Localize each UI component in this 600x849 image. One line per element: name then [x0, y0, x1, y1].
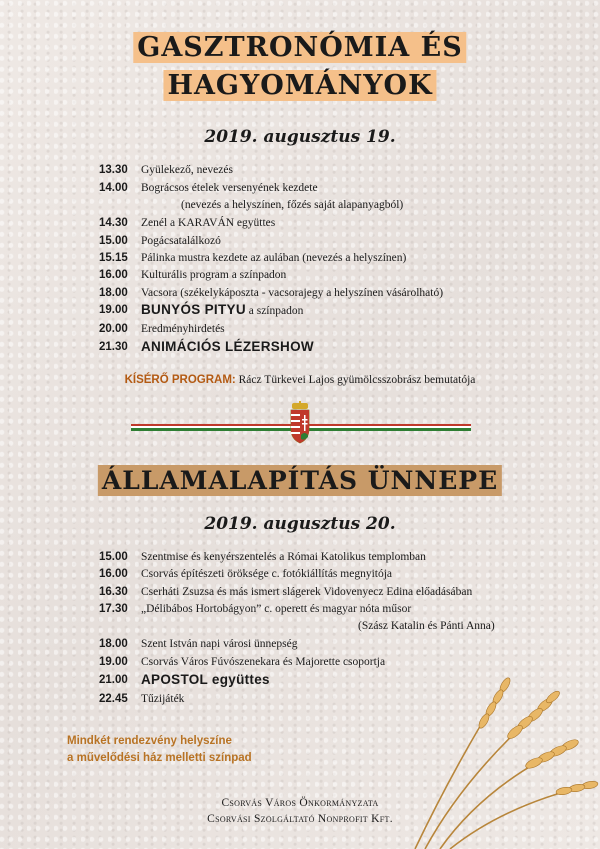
schedule-event: Zenél a KARAVÁN együttes: [141, 217, 276, 229]
schedule-event: Pogácsatalálkozó: [141, 235, 221, 247]
side-program-label: KÍSÉRŐ PROGRAM:: [124, 374, 236, 386]
schedule-event: Tűzijáték: [141, 693, 185, 705]
section1-title-line2: HAGYOMÁNYOK: [163, 70, 436, 101]
schedule-time: 22.45: [99, 693, 128, 705]
schedule-event: Csorvás építészeti öröksége c. fotókiállítás megnyitója: [141, 568, 393, 580]
schedule-event-suffix: a színpadon: [245, 305, 304, 317]
schedule-time: 18.00: [99, 638, 128, 650]
schedule-time: 20.00: [99, 323, 128, 335]
schedule-time: 15.00: [99, 235, 128, 247]
schedule-event: Vacsora (székelykáposzta - vacsorajegy a helyszínen vásárolható): [141, 287, 444, 299]
venue-note-line1: Mindkét rendezvény helyszíne: [67, 735, 232, 747]
schedule-event-note: (Szász Katalin és Pánti Anna): [358, 620, 495, 632]
schedule-time: 21.00: [99, 674, 128, 686]
schedule-time: 13.30: [99, 164, 128, 176]
schedule-event-note: (nevezés a helyszínen, főzés saját alapanyagból): [181, 199, 404, 211]
schedule-event: Eredményhirdetés: [141, 323, 225, 335]
section1-date: 2019. augusztus 19.: [204, 127, 396, 147]
schedule-event: Pálinka mustra kezdete az aulában (nevezés a helyszínen): [141, 252, 407, 264]
schedule-event: „Délibábos Hortobágyon” c. operett és magyar nóta műsor: [141, 603, 412, 615]
schedule-event: [141, 303, 303, 318]
section1-title-line1: GASZTRONÓMIA ÉS: [133, 32, 466, 63]
side-program-text: Rácz Türkevei Lajos gyümölcsszobrász bemutatója: [235, 374, 476, 386]
schedule-time: 15.15: [99, 252, 128, 264]
organizer-line1: Csorvás Város Önkormányzata: [221, 797, 379, 809]
schedule-time: 16.30: [99, 586, 128, 598]
schedule-event: Cserháti Zsuzsa és más ismert slágerek Vidovenyecz Edina előadásában: [141, 586, 473, 598]
organizer-line2: Csorvási Szolgáltató Nonprofit Kft.: [207, 813, 393, 825]
schedule-time: 19.00: [99, 304, 128, 316]
schedule-time: 18.00: [99, 287, 128, 299]
schedule-event: Gyülekező, nevezés: [141, 164, 233, 176]
schedule-event: Bográcsos ételek versenyének kezdete: [141, 182, 318, 194]
schedule-time: 14.30: [99, 217, 128, 229]
section2-title: ÁLLAMALAPÍTÁS ÜNNEPE: [98, 465, 502, 496]
schedule-time: 14.00: [99, 182, 128, 194]
schedule-event: Kulturális program a színpadon: [141, 269, 287, 281]
schedule-event: ANIMÁCIÓS LÉZERSHOW: [141, 339, 314, 354]
hungarian-coat-of-arms-icon: [288, 401, 312, 445]
side-program: [0, 374, 600, 386]
schedule-event: Szentmise és kenyérszentelés a Római Katolikus templomban: [141, 551, 426, 563]
schedule-time: 17.30: [99, 603, 128, 615]
schedule-time: 19.00: [99, 656, 128, 668]
venue-note-line2: a művelődési ház melletti színpad: [67, 752, 252, 764]
section2-date: 2019. augusztus 20.: [204, 514, 396, 534]
schedule-event: Szent István napi városi ünnepség: [141, 638, 298, 650]
schedule-event: APOSTOL együttes: [141, 672, 270, 687]
schedule-time: 16.00: [99, 269, 128, 281]
schedule-time: 15.00: [99, 551, 128, 563]
schedule-time: 21.30: [99, 341, 128, 353]
performer-name: BUNYÓS PITYU: [141, 302, 246, 317]
schedule-event: Csorvás Város Fúvószenekara és Majorette csoportja: [141, 656, 386, 668]
schedule-time: 16.00: [99, 568, 128, 580]
